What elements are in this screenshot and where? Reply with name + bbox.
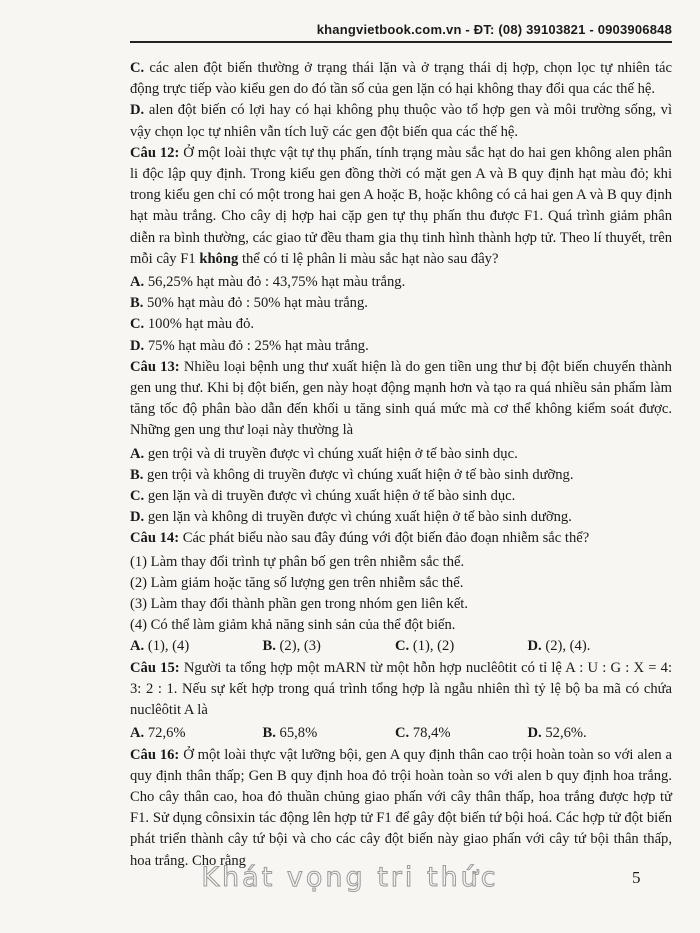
option-label: B.	[130, 466, 144, 483]
question-text: Ở một loài thực vật lưỡng bội, gen A quy định thân cao trội hoàn toàn so với alen a quy định thân thấp; Gen B quy định hoa đỏ trội hoàn toàn so với alen b quy định hoa trắng. Cho cây thân cao, hoa đỏ thuần chủng giao phấn với cây thân thấp, hoa trắng được hợp tử F1. Sử dụng cônsixin tác động lên hợp tử F1 để gây đột biến tứ bội hoá. Các hợp tử đột biến phát triển thành cây tứ bội và cho các cây đột biến này giao phấn với cây tứ bội thân thấp, hoa trắng. Cho rằng	[130, 746, 672, 869]
q14-statement-1: (1) Làm thay đổi trình tự phân bố gen trên nhiễm sắc thể.	[130, 553, 465, 570]
option-label: C.	[130, 488, 145, 505]
q13-option-c	[130, 486, 672, 507]
q13-option-b	[130, 465, 672, 486]
question-14	[130, 528, 672, 549]
option-text: (2), (3)	[279, 638, 321, 655]
option-text: gen lặn và di truyền được vì chúng xuất hiện ở tế bào sinh dục.	[147, 488, 516, 505]
q12-option-d	[130, 336, 672, 357]
q15-option-b	[263, 723, 396, 744]
q12-option-b	[130, 293, 672, 314]
option-label: C.	[130, 60, 145, 76]
question-12	[130, 143, 672, 270]
prev-option-c	[130, 58, 672, 100]
q14-options	[130, 636, 672, 657]
q14-option-c	[395, 636, 528, 657]
q14-option-b	[263, 636, 396, 657]
option-label: B.	[130, 295, 144, 312]
watermark-slogan: Khát vọng tri thức	[201, 862, 499, 893]
option-label: D.	[130, 337, 145, 354]
option-text: 50% hạt màu đỏ : 50% hạt màu trắng.	[147, 295, 368, 312]
option-label: A.	[130, 274, 145, 291]
option-text: 75% hạt màu đỏ : 25% hạt màu trắng.	[147, 337, 369, 354]
q14-statement-4: (4) Có thể làm giảm khả năng sinh sản của thể đột biến.	[130, 617, 456, 634]
option-text: 100% hạt màu đỏ.	[147, 316, 255, 333]
question-text: Các phát biểu nào sau đây đúng với đột biến đảo đoạn nhiễm sắc thể?	[182, 530, 590, 547]
option-label: C.	[395, 725, 410, 742]
option-label: D.	[527, 638, 542, 655]
option-text: gen lặn và không di truyền được vì chúng xuất hiện ở tế bào sinh dưỡng.	[147, 509, 572, 526]
q14-statement-2: (2) Làm giảm hoặc tăng số lượng gen trên nhiễm sắc thể.	[130, 574, 464, 591]
question-13	[130, 357, 672, 442]
question-text-end: thể có tỉ lệ phân li màu sắc hạt nào sau đây?	[241, 250, 499, 267]
option-label: B.	[262, 725, 276, 742]
option-text: 56,25% hạt màu đỏ : 43,75% hạt màu trắng.	[147, 274, 406, 291]
question-label: Câu 12:	[130, 144, 180, 161]
question-label: Câu 14:	[130, 530, 180, 547]
option-label: C.	[130, 316, 145, 333]
q15-option-d	[528, 723, 661, 744]
question-16	[130, 745, 672, 872]
q12-option-a	[130, 272, 672, 293]
option-text: (1), (2)	[412, 638, 455, 655]
option-label: A.	[130, 725, 145, 742]
option-label: C.	[395, 638, 410, 655]
option-text: alen đột biến có lợi hay có hại không phụ thuộc vào tổ hợp gen và môi trường sống, vì vậy chọn lọc tự nhiên vẫn tích luỹ các gen đột biến qua các thế hệ.	[130, 102, 672, 140]
q15-options	[130, 723, 672, 744]
option-label: B.	[262, 638, 276, 655]
option-text: 65,8%	[279, 725, 318, 742]
option-text: (2), (4).	[545, 638, 591, 655]
q13-option-a	[130, 444, 672, 465]
q13-option-d	[130, 507, 672, 528]
question-text: Ở một loài thực vật tự thụ phấn, tính trạng màu sắc hạt do hai gen không alen phân li độc lập quy định. Trong kiểu gen đồng thời có mặt gen A và B quy định hạt màu đỏ; khi trong kiểu gen chỉ có một trong hai gen A hoặc B, hoặc không có cả hai gen A và B quy định hạt màu trắng. Cho cây dị hợp hai cặp gen tự thụ phấn thu được F1. Quá trình giảm phân diễn ra bình thường, các giao tử đều tham gia thụ tinh hình thành hợp tử. Theo lí thuyết, trên mỗi cây F1	[130, 144, 672, 267]
option-label: D.	[130, 102, 145, 119]
question-15	[130, 658, 672, 722]
page-number: 5	[632, 868, 641, 887]
question-label: Câu 15:	[130, 659, 180, 676]
q14-option-d	[528, 636, 661, 657]
option-label: D.	[130, 509, 145, 526]
option-text: gen trội và không di truyền được vì chúng xuất hiện ở tế bào sinh dưỡng.	[147, 466, 574, 483]
question-label: Câu 16:	[130, 746, 180, 763]
q15-option-c	[395, 723, 528, 744]
q15-option-a	[130, 723, 263, 744]
question-label: Câu 13:	[130, 358, 180, 375]
q14-option-a	[130, 636, 263, 657]
q14-statement-3: (3) Làm thay đổi thành phần gen trong nhóm gen liên kết.	[130, 596, 469, 613]
header-contact: khangvietbook.com.vn - ĐT: (08) 39103821 - 0903906848	[316, 22, 672, 37]
question-text: Nhiều loại bệnh ung thư xuất hiện là do gen tiền ung thư bị đột biến chuyển thành gen ung thư. Khi bị đột biến, gen này hoạt động mạnh hơn và tạo ra quá nhiều sản phẩm làm tăng tốc độ phân bào dẫn đến khối u tăng sinh quá mức mà cơ thể không kiểm soát được. Những gen ung thư loại này thường là	[130, 358, 672, 439]
question-text: Người ta tổng hợp một mARN từ một hỗn hợp nuclêôtit có tỉ lệ A : U : G : X = 4: 3: 2 : 1. Nếu sự kết hợp trong quá trình tổng hợp là ngẫu nhiên thì tỷ lệ bộ ba mã có chứa nuclêôtit A là	[130, 659, 672, 719]
page-header	[130, 22, 672, 43]
option-label: A.	[130, 638, 145, 655]
option-text: 52,6%.	[545, 725, 587, 742]
option-text: 78,4%	[412, 725, 451, 742]
option-label: A.	[130, 445, 145, 462]
page-content	[130, 58, 672, 874]
option-text: (1), (4)	[147, 638, 190, 655]
option-text: 72,6%	[147, 725, 186, 742]
option-text: các alen đột biến thường ở trạng thái lặn và ở trạng thái dị hợp, chọn lọc tự nhiên tác động trực tiếp vào kiểu gen do đó tần số của gen lặn có hại không thay đổi qua các thế hệ.	[130, 60, 672, 98]
option-label: D.	[527, 725, 542, 742]
q12-option-c	[130, 314, 672, 335]
prev-option-d	[130, 100, 672, 142]
question-emphasis: không	[199, 250, 239, 267]
option-text: gen trội và di truyền được vì chúng xuất hiện ở tế bào sinh dục.	[147, 445, 518, 462]
